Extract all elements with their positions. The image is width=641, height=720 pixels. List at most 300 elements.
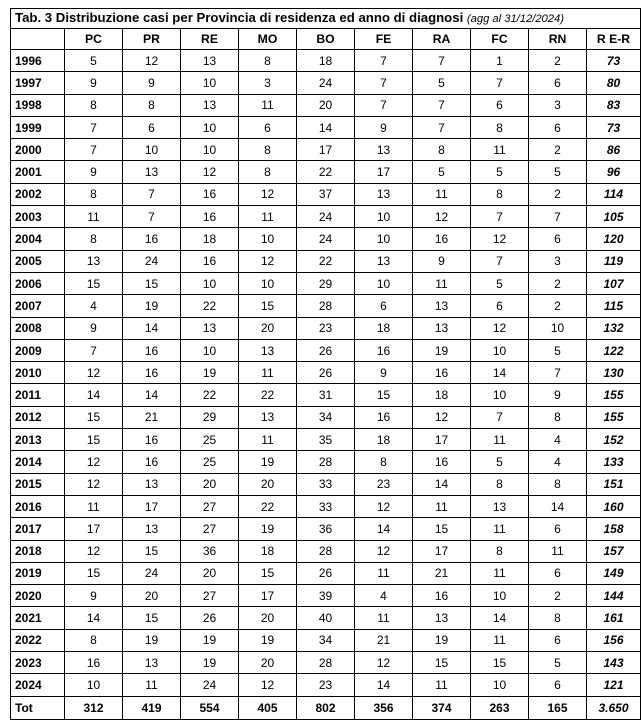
value-cell: 17: [123, 495, 181, 517]
value-cell: 8: [529, 406, 587, 428]
value-cell: 26: [297, 339, 355, 361]
row-total-cell: 107: [587, 272, 641, 294]
year-cell: 2021: [11, 607, 65, 629]
value-cell: 33: [297, 495, 355, 517]
row-total-cell: 144: [587, 585, 641, 607]
row-total-cell: 155: [587, 384, 641, 406]
value-cell: 15: [239, 562, 297, 584]
value-cell: 12: [471, 317, 529, 339]
value-cell: 13: [413, 607, 471, 629]
value-cell: 9: [123, 72, 181, 94]
value-cell: 16: [65, 652, 123, 674]
value-cell: 20: [239, 607, 297, 629]
table-container: [10, 8, 631, 720]
value-cell: 7: [65, 139, 123, 161]
value-cell: 5: [471, 451, 529, 473]
value-cell: 13: [123, 473, 181, 495]
value-cell: 8: [355, 451, 413, 473]
value-cell: 6: [529, 562, 587, 584]
total-value-cell: 802: [297, 696, 355, 719]
value-cell: 21: [413, 562, 471, 584]
value-cell: 12: [239, 674, 297, 696]
row-total-cell: 158: [587, 518, 641, 540]
table-row: [11, 562, 641, 584]
column-header: RA: [413, 29, 471, 50]
value-cell: 8: [65, 94, 123, 116]
table-row: [11, 406, 641, 428]
value-cell: 31: [297, 384, 355, 406]
value-cell: 13: [123, 161, 181, 183]
value-cell: 3: [239, 72, 297, 94]
value-cell: 15: [65, 429, 123, 451]
value-cell: 11: [471, 518, 529, 540]
value-cell: 12: [181, 161, 239, 183]
value-cell: 24: [123, 562, 181, 584]
value-cell: 17: [413, 540, 471, 562]
value-cell: 7: [355, 72, 413, 94]
value-cell: 36: [297, 518, 355, 540]
value-cell: 7: [413, 50, 471, 72]
table-title-main: Tab. 3 Distribuzione casi per Provincia di residenza ed anno di diagnosi: [15, 10, 464, 26]
value-cell: 24: [123, 250, 181, 272]
year-cell: 2008: [11, 317, 65, 339]
value-cell: 13: [355, 139, 413, 161]
value-cell: 21: [355, 629, 413, 651]
row-total-cell: 73: [587, 116, 641, 138]
value-cell: 10: [239, 272, 297, 294]
value-cell: 16: [413, 585, 471, 607]
value-cell: 36: [181, 540, 239, 562]
value-cell: 26: [297, 562, 355, 584]
value-cell: 13: [239, 339, 297, 361]
value-cell: 16: [181, 183, 239, 205]
value-cell: 11: [239, 362, 297, 384]
row-total-cell: 86: [587, 139, 641, 161]
value-cell: 10: [181, 272, 239, 294]
year-cell: 1999: [11, 116, 65, 138]
value-cell: 9: [355, 116, 413, 138]
table-row: [11, 228, 641, 250]
value-cell: 9: [65, 585, 123, 607]
value-cell: 12: [355, 540, 413, 562]
value-cell: 17: [355, 161, 413, 183]
row-total-cell: 105: [587, 206, 641, 228]
value-cell: 11: [413, 272, 471, 294]
value-cell: 14: [471, 362, 529, 384]
table-title-row: [11, 9, 641, 29]
total-value-cell: 405: [239, 696, 297, 719]
value-cell: 13: [355, 250, 413, 272]
value-cell: 8: [529, 473, 587, 495]
value-cell: 12: [65, 362, 123, 384]
value-cell: 9: [529, 384, 587, 406]
row-total-cell: 155: [587, 406, 641, 428]
table-row: [11, 495, 641, 517]
value-cell: 12: [123, 50, 181, 72]
value-cell: 16: [413, 362, 471, 384]
table-row: [11, 384, 641, 406]
value-cell: 10: [471, 339, 529, 361]
value-cell: 19: [181, 652, 239, 674]
year-cell: 2002: [11, 183, 65, 205]
value-cell: 35: [297, 429, 355, 451]
value-cell: 7: [355, 94, 413, 116]
value-cell: 7: [471, 250, 529, 272]
year-cell: 2001: [11, 161, 65, 183]
value-cell: 20: [181, 562, 239, 584]
value-cell: 15: [123, 607, 181, 629]
value-cell: 37: [297, 183, 355, 205]
value-cell: 22: [297, 161, 355, 183]
year-cell: 2017: [11, 518, 65, 540]
row-total-cell: 149: [587, 562, 641, 584]
value-cell: 8: [413, 139, 471, 161]
value-cell: 7: [123, 183, 181, 205]
value-cell: 15: [413, 518, 471, 540]
value-cell: 8: [65, 629, 123, 651]
value-cell: 13: [355, 183, 413, 205]
row-total-cell: 156: [587, 629, 641, 651]
value-cell: 19: [239, 518, 297, 540]
total-value-cell: 263: [471, 696, 529, 719]
value-cell: 16: [123, 451, 181, 473]
value-cell: 7: [471, 206, 529, 228]
column-header: RE: [181, 29, 239, 50]
table-row: [11, 518, 641, 540]
table-header-row: [11, 29, 641, 50]
column-header: RN: [529, 29, 587, 50]
value-cell: 14: [413, 473, 471, 495]
total-value-cell: 165: [529, 696, 587, 719]
table-title: [11, 9, 641, 29]
year-cell: 2016: [11, 495, 65, 517]
value-cell: 14: [123, 317, 181, 339]
value-cell: 9: [413, 250, 471, 272]
value-cell: 26: [297, 362, 355, 384]
value-cell: 16: [123, 339, 181, 361]
year-cell: 2012: [11, 406, 65, 428]
value-cell: 12: [65, 451, 123, 473]
value-cell: 11: [471, 562, 529, 584]
value-cell: 11: [471, 629, 529, 651]
table-row: [11, 183, 641, 205]
value-cell: 11: [529, 540, 587, 562]
value-cell: 27: [181, 518, 239, 540]
value-cell: 2: [529, 50, 587, 72]
value-cell: 12: [239, 250, 297, 272]
row-total-cell: 132: [587, 317, 641, 339]
total-value-cell: 312: [65, 696, 123, 719]
value-cell: 12: [413, 406, 471, 428]
value-cell: 27: [181, 585, 239, 607]
row-total-cell: 152: [587, 429, 641, 451]
value-cell: 20: [297, 94, 355, 116]
table-row: [11, 451, 641, 473]
value-cell: 22: [239, 384, 297, 406]
table-row: [11, 72, 641, 94]
value-cell: 19: [413, 629, 471, 651]
grand-total-cell: 3.650: [587, 696, 641, 719]
year-cell: 2010: [11, 362, 65, 384]
cases-table: [10, 8, 641, 720]
value-cell: 24: [181, 674, 239, 696]
column-header: FC: [471, 29, 529, 50]
value-cell: 12: [355, 652, 413, 674]
value-cell: 8: [65, 228, 123, 250]
value-cell: 10: [181, 116, 239, 138]
value-cell: 13: [181, 94, 239, 116]
value-cell: 11: [65, 206, 123, 228]
row-total-cell: 120: [587, 228, 641, 250]
value-cell: 28: [297, 295, 355, 317]
value-cell: 8: [65, 183, 123, 205]
value-cell: 7: [355, 50, 413, 72]
table-row: [11, 473, 641, 495]
value-cell: 2: [529, 272, 587, 294]
value-cell: 7: [471, 72, 529, 94]
value-cell: 17: [297, 139, 355, 161]
value-cell: 10: [181, 72, 239, 94]
table-row: [11, 317, 641, 339]
value-cell: 2: [529, 295, 587, 317]
value-cell: 10: [181, 339, 239, 361]
table-row: [11, 362, 641, 384]
row-total-cell: 121: [587, 674, 641, 696]
value-cell: 20: [181, 473, 239, 495]
year-cell: 2019: [11, 562, 65, 584]
value-cell: 6: [529, 116, 587, 138]
value-cell: 14: [471, 607, 529, 629]
value-cell: 26: [181, 607, 239, 629]
value-cell: 16: [123, 228, 181, 250]
year-cell: 2023: [11, 652, 65, 674]
table-row: [11, 540, 641, 562]
row-total-cell: 161: [587, 607, 641, 629]
value-cell: 12: [471, 228, 529, 250]
table-row: [11, 50, 641, 72]
value-cell: 14: [355, 674, 413, 696]
value-cell: 20: [123, 585, 181, 607]
value-cell: 29: [297, 272, 355, 294]
value-cell: 6: [529, 518, 587, 540]
value-cell: 2: [529, 585, 587, 607]
value-cell: 9: [355, 362, 413, 384]
value-cell: 13: [471, 495, 529, 517]
table-row: [11, 116, 641, 138]
value-cell: 6: [529, 674, 587, 696]
value-cell: 6: [471, 295, 529, 317]
value-cell: 28: [297, 652, 355, 674]
value-cell: 16: [355, 339, 413, 361]
total-value-cell: 374: [413, 696, 471, 719]
value-cell: 16: [123, 362, 181, 384]
value-cell: 16: [413, 451, 471, 473]
value-cell: 5: [529, 161, 587, 183]
year-cell: 2009: [11, 339, 65, 361]
value-cell: 7: [529, 206, 587, 228]
value-cell: 8: [471, 183, 529, 205]
year-cell: 2011: [11, 384, 65, 406]
value-cell: 9: [65, 317, 123, 339]
column-header: PR: [123, 29, 181, 50]
value-cell: 11: [413, 183, 471, 205]
header-corner: [11, 29, 65, 50]
value-cell: 11: [355, 607, 413, 629]
value-cell: 5: [413, 72, 471, 94]
row-total-cell: 133: [587, 451, 641, 473]
value-cell: 11: [413, 495, 471, 517]
total-value-cell: 419: [123, 696, 181, 719]
value-cell: 8: [239, 161, 297, 183]
value-cell: 11: [413, 674, 471, 696]
value-cell: 39: [297, 585, 355, 607]
value-cell: 23: [297, 317, 355, 339]
value-cell: 20: [239, 652, 297, 674]
row-total-cell: 115: [587, 295, 641, 317]
value-cell: 22: [181, 384, 239, 406]
value-cell: 13: [123, 518, 181, 540]
value-cell: 11: [471, 429, 529, 451]
year-cell: 2003: [11, 206, 65, 228]
table-row: [11, 295, 641, 317]
value-cell: 4: [529, 429, 587, 451]
value-cell: 6: [471, 94, 529, 116]
value-cell: 22: [181, 295, 239, 317]
value-cell: 22: [297, 250, 355, 272]
value-cell: 12: [239, 183, 297, 205]
row-total-cell: 130: [587, 362, 641, 384]
column-header: R E-R: [587, 29, 641, 50]
value-cell: 11: [65, 495, 123, 517]
value-cell: 14: [65, 384, 123, 406]
value-cell: 8: [123, 94, 181, 116]
value-cell: 24: [297, 72, 355, 94]
value-cell: 12: [355, 495, 413, 517]
value-cell: 10: [355, 272, 413, 294]
value-cell: 6: [529, 629, 587, 651]
value-cell: 6: [239, 116, 297, 138]
year-cell: 2014: [11, 451, 65, 473]
row-total-cell: 143: [587, 652, 641, 674]
year-cell: 2024: [11, 674, 65, 696]
value-cell: 10: [355, 206, 413, 228]
value-cell: 14: [65, 607, 123, 629]
row-total-cell: 119: [587, 250, 641, 272]
table-row: [11, 94, 641, 116]
year-cell: 1997: [11, 72, 65, 94]
value-cell: 19: [181, 362, 239, 384]
value-cell: 11: [355, 562, 413, 584]
row-total-cell: 80: [587, 72, 641, 94]
value-cell: 10: [529, 317, 587, 339]
value-cell: 27: [181, 495, 239, 517]
value-cell: 3: [529, 250, 587, 272]
value-cell: 23: [297, 674, 355, 696]
year-cell: 1998: [11, 94, 65, 116]
table-row: [11, 585, 641, 607]
value-cell: 19: [123, 295, 181, 317]
value-cell: 11: [239, 94, 297, 116]
value-cell: 12: [413, 206, 471, 228]
value-cell: 5: [65, 50, 123, 72]
row-total-cell: 157: [587, 540, 641, 562]
value-cell: 29: [181, 406, 239, 428]
value-cell: 28: [297, 540, 355, 562]
value-cell: 13: [413, 317, 471, 339]
row-total-cell: 83: [587, 94, 641, 116]
row-total-cell: 151: [587, 473, 641, 495]
value-cell: 16: [181, 250, 239, 272]
value-cell: 13: [181, 317, 239, 339]
year-cell: 2020: [11, 585, 65, 607]
year-cell: 2018: [11, 540, 65, 562]
value-cell: 7: [529, 362, 587, 384]
value-cell: 34: [297, 406, 355, 428]
row-total-cell: 114: [587, 183, 641, 205]
value-cell: 24: [297, 206, 355, 228]
value-cell: 10: [181, 139, 239, 161]
column-header: PC: [65, 29, 123, 50]
value-cell: 17: [239, 585, 297, 607]
year-cell: 2013: [11, 429, 65, 451]
value-cell: 2: [529, 139, 587, 161]
table-row: [11, 652, 641, 674]
value-cell: 6: [529, 72, 587, 94]
table-row: [11, 629, 641, 651]
value-cell: 19: [413, 339, 471, 361]
table-row: [11, 339, 641, 361]
value-cell: 11: [471, 139, 529, 161]
year-cell: 2007: [11, 295, 65, 317]
value-cell: 15: [355, 384, 413, 406]
value-cell: 16: [123, 429, 181, 451]
value-cell: 19: [123, 629, 181, 651]
year-cell: 2004: [11, 228, 65, 250]
value-cell: 18: [355, 429, 413, 451]
table-row: [11, 250, 641, 272]
year-cell: 2015: [11, 473, 65, 495]
value-cell: 16: [413, 228, 471, 250]
value-cell: 7: [471, 406, 529, 428]
table-row: [11, 429, 641, 451]
value-cell: 15: [65, 406, 123, 428]
value-cell: 13: [123, 652, 181, 674]
table-row: [11, 674, 641, 696]
year-cell: 2000: [11, 139, 65, 161]
value-cell: 24: [297, 228, 355, 250]
table-row: [11, 161, 641, 183]
value-cell: 18: [355, 317, 413, 339]
value-cell: 33: [297, 473, 355, 495]
value-cell: 15: [413, 652, 471, 674]
value-cell: 20: [239, 317, 297, 339]
value-cell: 15: [65, 562, 123, 584]
value-cell: 15: [239, 295, 297, 317]
value-cell: 5: [471, 161, 529, 183]
value-cell: 7: [123, 206, 181, 228]
value-cell: 8: [529, 607, 587, 629]
value-cell: 20: [239, 473, 297, 495]
year-cell: 2006: [11, 272, 65, 294]
value-cell: 25: [181, 451, 239, 473]
column-header: BO: [297, 29, 355, 50]
value-cell: 9: [65, 161, 123, 183]
year-cell: 2005: [11, 250, 65, 272]
value-cell: 3: [529, 94, 587, 116]
value-cell: 21: [123, 406, 181, 428]
value-cell: 15: [123, 272, 181, 294]
value-cell: 11: [239, 206, 297, 228]
